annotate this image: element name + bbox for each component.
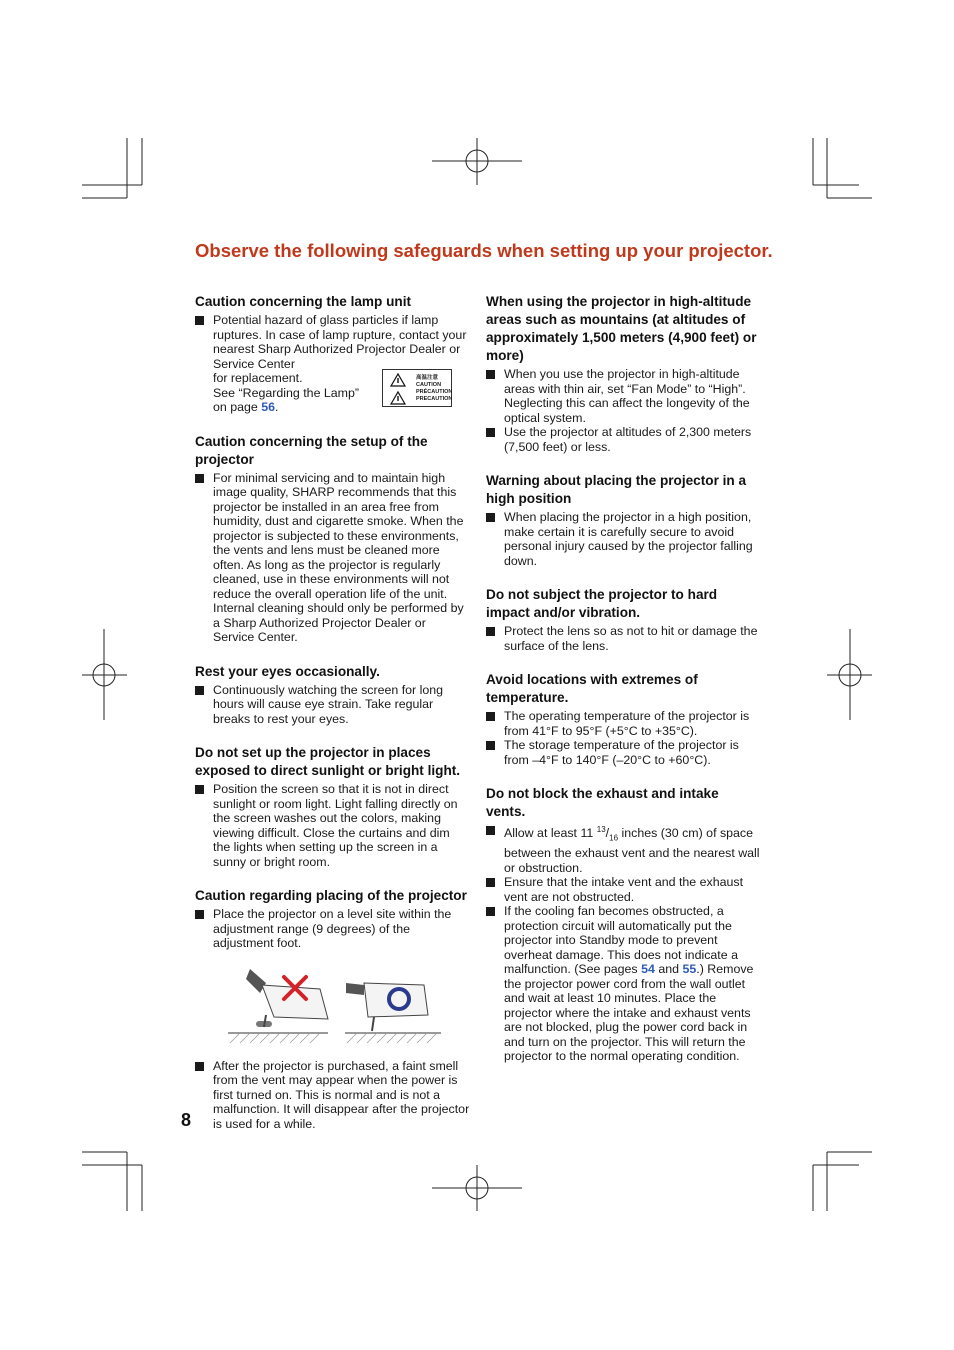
section-sunlight	[195, 744, 470, 869]
impact-item: Protect the lens so as not to hit or damage the surface of the lens.	[486, 624, 761, 653]
page-link-56[interactable]: 56	[261, 400, 276, 414]
altitude-item-2: Use the projector at altitudes of 2,300 meters (7,500 feet) or less.	[486, 425, 761, 454]
impact-heading: Do not subject the projector to hard impact and/or vibration.	[486, 587, 718, 620]
right-column	[486, 293, 761, 1082]
page-link-55[interactable]: 55	[682, 962, 697, 977]
lamp-heading: Caution concerning the lamp unit	[195, 294, 411, 309]
correct-tilt-figure	[345, 983, 441, 1043]
temperature-heading: Avoid locations with extremes of temperature.	[486, 672, 698, 705]
section-exhaust	[486, 785, 761, 1064]
placing-smell-item: After the projector is purchased, a faint smell from the vent may appear when the power is first turned on. This is normal and is not a malfunction. It will disappear after the projector is used for a while.	[195, 1059, 470, 1132]
temperature-item-1: The operating temperature of the projector is from 41°F to 95°F (+5°C to +35°C).	[486, 709, 761, 738]
eyes-heading: Rest your eyes occasionally.	[195, 663, 380, 679]
exhaust-heading: Do not block the exhaust and intake vents.	[486, 786, 719, 819]
section-high-position	[486, 472, 761, 568]
warning-triangle-icon	[391, 374, 405, 404]
placing-item: Place the projector on a level site within the adjustment range (9 degrees) of the adjustment foot.	[195, 907, 470, 951]
section-lamp-unit	[195, 293, 470, 415]
section-eyes	[195, 663, 470, 727]
placing-heading: Caution regarding placing of the projector	[195, 888, 467, 903]
sunlight-item: Position the screen so that it is not in direct sunlight or room light. Light falling directly on the screen washes out the colors, making viewing difficult. Close the curtains and dim the lights when setting up the screen in a sunny or bright room.	[195, 782, 470, 869]
section-altitude	[486, 293, 761, 454]
caution-label-image	[382, 369, 452, 407]
section-placing	[195, 887, 470, 1131]
exhaust-item-1: Allow at least 11 $^{13}/_{16}$ inches (30 cm) of space between the exhaust vent and the nearest wall or obstruction.	[486, 823, 761, 875]
exhaust-item-3: If the cooling fan becomes obstructed, a protection circuit will automatically put the projector into Standby mode to prevent overheat damage. This does not indicate a malfunction. (See pages 54 and 55.) Remove the projector power cord from the wall outlet and wait at least 10 minutes. Place the projector where the intake and exhaust vents are not blocked, plug the power cord back in and turn on the projector. This will return the projector to the normal operating condition.	[486, 904, 761, 1064]
section-setup	[195, 433, 470, 645]
page-number: 8	[181, 1110, 192, 1130]
altitude-item-1: When you use the projector in high-altitude areas with thin air, set “Fan Mode” to “High”. Neglecting this can affect the longevity of the optical system.	[486, 367, 761, 425]
temperature-item-2: The storage temperature of the projector is from –4°F to 140°F (–20°C to +60°C).	[486, 738, 761, 767]
incorrect-tilt-figure	[228, 969, 328, 1043]
tilt-illustration	[228, 965, 470, 1047]
sunlight-heading: Do not set up the projector in places exposed to direct sunlight or bright light.	[195, 745, 461, 778]
high-position-heading: Warning about placing the projector in a high position	[486, 473, 747, 506]
left-column	[195, 293, 470, 1149]
section-temperature	[486, 671, 761, 767]
altitude-heading: When using the projector in high-altitude areas such as mountains (at altitudes of approximately 1,500 meters (4,900 feet) or more)	[486, 294, 757, 363]
setup-item: For minimal servicing and to maintain high image quality, SHARP recommends that this projector be installed in an area free from humidity, dust and cigarette smoke. When the projector is subjected to these environments, the vents and lens must be cleaned more often. As long as the projector is regularly cleaned, use in these environments will not reduce the overall operation life of the unit. Internal cleaning should only be performed by a Sharp Authorized Projector Dealer or Service Center.	[195, 471, 470, 645]
setup-heading: Caution concerning the setup of the projector	[195, 433, 428, 467]
section-impact	[486, 586, 761, 653]
page-title: Observe the following safeguards when setting up your projector.	[195, 240, 773, 261]
page-link-54[interactable]: 54	[641, 962, 655, 977]
caution-label-text: 高温注意 CAUTION PRÉCAUTION PRECAUTION	[416, 375, 453, 402]
eyes-item: Continuously watching the screen for long hours will cause eye strain. Take regular breaks to rest your eyes.	[195, 683, 470, 727]
exhaust-item-2: Ensure that the intake vent and the exhaust vent are not obstructed.	[486, 875, 761, 904]
lamp-item: Potential hazard of glass particles if lamp ruptures. In case of lamp rupture, contact your nearest Sharp Authorized Projector Dealer or Service Center for replacement. See “Regarding the Lamp” on page 56.	[195, 313, 470, 415]
high-position-item: When placing the projector in a high position, make certain it is carefully secure to avoid personal injury caused by the projector falling down.	[486, 510, 761, 568]
